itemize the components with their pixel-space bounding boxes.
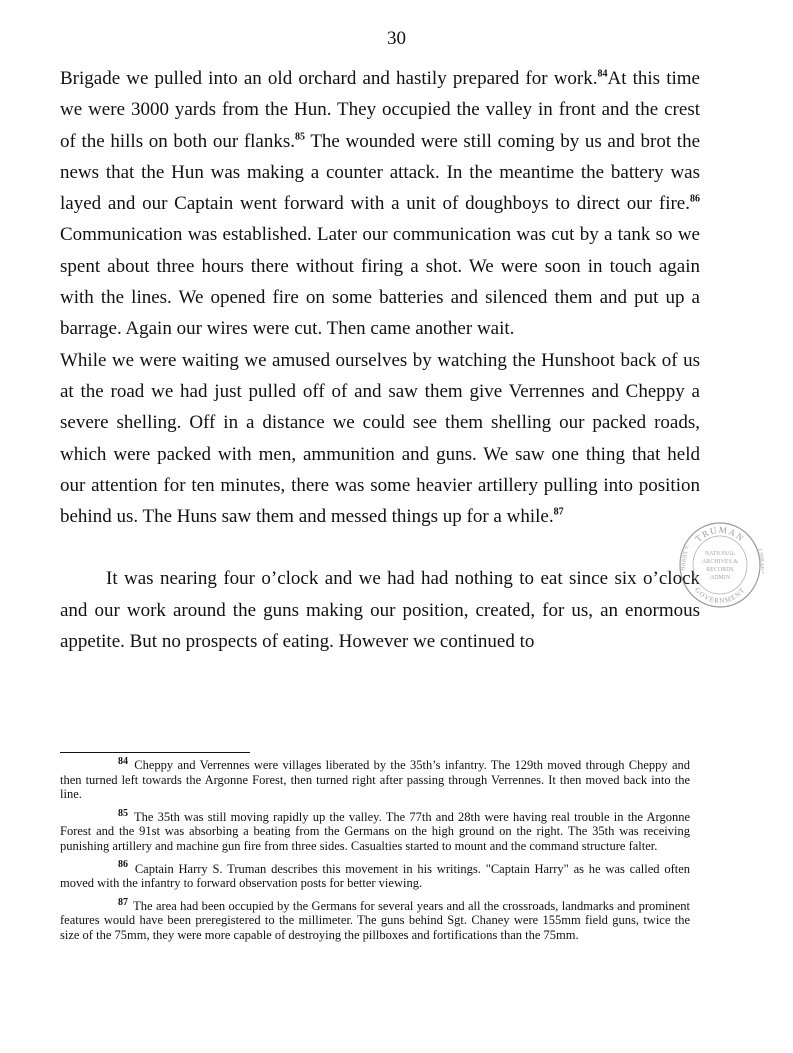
footnotes <box>60 755 691 951</box>
footnote-item <box>60 859 691 891</box>
stamp-center-line-2: ARCHIVES & <box>701 559 739 565</box>
footnote-text: Captain Harry S. Truman describes this movement in his writings. "Captain Harry" as he was called often moved with the infantry to forward observation posts for better viewing. <box>60 861 691 891</box>
footnote-reference: 86 <box>690 193 700 205</box>
footnote-separator <box>60 752 250 753</box>
stamp-arc-bottom: GOVERNMENT <box>693 585 747 606</box>
footnote-reference: 84 <box>597 68 608 80</box>
body-paragraph <box>60 345 700 533</box>
page-number: 30 <box>387 28 406 49</box>
body-paragraph <box>60 63 700 345</box>
body-text-run: Communication was established. Later our communication was cut by a tank so we spent about three hours there without firing a shot. We were soon in touch again with the lines. We opened fire on some batteries and silenced them and put up a barrage. Again our wires were cut. Then came another wait. <box>60 224 700 340</box>
body-text-run: While we were waiting we amused ourselves by watching the Hunshoot back of us at the road we had just pulled off of and saw them give Verrennes and Cheppy a severe shelling. Off in a distance we could see them shelling our packed roads, which were packed with men, ammunition and guns. We saw one thing that held our attention for ten minutes, there was some heavier artillery pulling into position behind us. The Huns saw them and messed things up for a while. <box>60 349 700 528</box>
body-text-run: Brigade we pulled into an old orchard and hastily prepared for work. <box>60 68 598 89</box>
library-stamp <box>676 519 764 611</box>
stamp-arc-left: HARRY S. <box>680 543 691 572</box>
footnote-text: Cheppy and Verrennes were villages liberated by the 35th’s infantry. The 129th moved through Cheppy and then turned left towards the Argonne Forest, then turned right after passing through Verrennes. It then moved back into the line. <box>60 758 690 802</box>
footnote-text: The area had been occupied by the Germans for several years and all the crossroads, landmarks and prominent features would have been preregistered to the millimeter. The guns behind Sgt. Chaney were 155mm field guns, twice the size of the 75mm, they were more capable of destroying the pillboxes and fortifications than the 75mm. <box>60 898 690 942</box>
body-text <box>60 63 700 657</box>
footnote-number: 87 <box>118 896 128 908</box>
stamp-center-line-4: ADMIN <box>709 575 731 581</box>
footnote-text: The 35th was still moving rapidly up the valley. The 77th and 28th were having real trouble in the Argonne Forest and the 91st was absorbing a beating from the Germans on the high ground on the right. The 35th was receiving punishing artillery and machine gun fire from three sides. Casualties started to mount and the command structure falter. <box>60 809 690 853</box>
body-text-run: At this time we were 3000 yards from the Hun. They occupied the valley in front and the crest of the hills on both our flanks. <box>60 68 700 152</box>
footnote-item <box>60 807 690 854</box>
footnote-reference: 85 <box>295 131 306 143</box>
footnote-number: 86 <box>118 859 128 871</box>
stamp-arc-right: LIBRARY <box>756 548 764 575</box>
stamp-arc-top: TRUMAN <box>693 524 747 544</box>
body-text-run: The wounded were still coming by us and brot the news that the Hun was making a counter attack. In the meantime the battery was layed and our Captain went forward with a unit of doughboys to direct our fire. <box>60 130 700 215</box>
stamp-center-line-3: RECORDS <box>706 567 734 573</box>
stamp-center-line-1: NATIONAL <box>704 551 736 557</box>
stamp-seal-icon <box>676 519 764 611</box>
footnote-number: 84 <box>118 755 128 767</box>
footnote-number: 85 <box>118 807 128 819</box>
footnote-item <box>60 896 690 943</box>
body-text-run: It was nearing four o’clock and we had had nothing to eat since six o’clock and our work around the guns making our position, created, for us, an enormous appetite. But no prospects of eating. However we continued to <box>60 568 700 653</box>
footnote-item <box>60 755 690 802</box>
footnote-reference: 87 <box>553 506 564 518</box>
body-paragraph <box>60 563 700 657</box>
